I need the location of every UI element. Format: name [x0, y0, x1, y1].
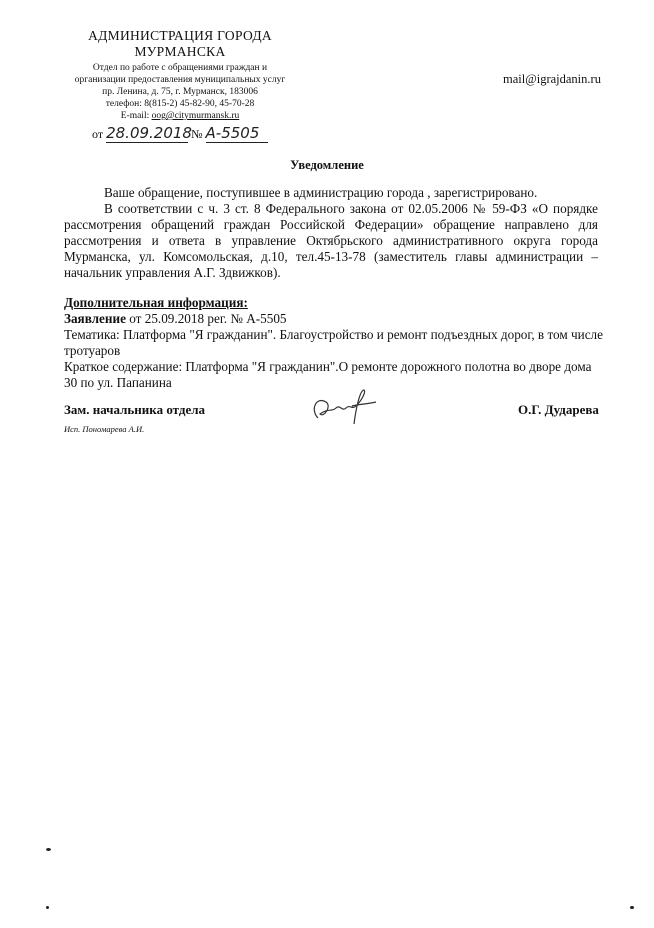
scan-speck [46, 906, 49, 909]
scan-speck [630, 906, 634, 909]
handwritten-number: А-5505 [206, 124, 268, 143]
additional-info [64, 295, 604, 391]
signatory-name: О.Г. Дударева [518, 402, 599, 417]
date-label: от [92, 127, 104, 141]
topic-line: Тематика: Платформа "Я гражданин". Благоустройство и ремонт подъездных дорог, в том числе тротуаров [64, 327, 603, 358]
statement-label: Заявление [64, 311, 126, 326]
email-label: E-mail: [120, 111, 152, 121]
org-name-line1: АДМИНИСТРАЦИЯ ГОРОДА [88, 28, 272, 43]
notification-body [64, 185, 598, 281]
email-link[interactable]: oog@citymurmansk.ru [151, 111, 240, 121]
body-paragraph-2: В соответствии с ч. 3 ст. 8 Федерального закона от 02.05.2006 № 59-ФЗ «О порядке рассмотрения обращений граждан Российской Федерации» обращение направлено для рассмотрения и ответа в управление Октябрьского административного округа города Мурманска, ул. Комсомольская, д.10, тел.45-13-78 (заместитель главы администрации – начальник управления А.Г. Здвижков). [64, 201, 598, 280]
executor-note: Исп. Пономарева А.И. [64, 424, 145, 434]
dept-line1: Отдел по работе с обращениями граждан и [92, 63, 268, 73]
dept-line2: организации предоставления муниципальных услуг [74, 75, 286, 85]
phone: телефон: 8(815-2) 45-82-90, 45-70-28 [105, 99, 255, 109]
document-title: Уведомление [290, 158, 364, 172]
reference-line [92, 124, 268, 143]
scan-speck [46, 848, 51, 851]
number-label: № [191, 127, 203, 141]
recipient-email: mail@igrajdanin.ru [503, 72, 601, 86]
address: пр. Ленина, д. 75, г. Мурманск, 183006 [102, 87, 258, 97]
statement-text: от 25.09.2018 рег. № А-5505 [125, 311, 287, 326]
body-paragraph-1: Ваше обращение, поступившее в администрацию города , зарегистрировано. [104, 185, 538, 200]
summary-line: Краткое содержание: Платформа "Я гражданин".О ремонте дорожного полотна во дворе дома 30 по ул. Папанина [64, 359, 592, 390]
handwritten-signature [306, 388, 386, 430]
email-line [60, 110, 300, 122]
statement-line [64, 311, 604, 327]
signatory-position: Зам. начальника отдела [64, 402, 206, 417]
additional-heading: Дополнительная информация: [64, 295, 248, 310]
org-name-line2: МУРМАНСКА [134, 44, 226, 59]
handwritten-date: 28.09.2018 [106, 124, 192, 142]
letterhead [60, 28, 300, 122]
